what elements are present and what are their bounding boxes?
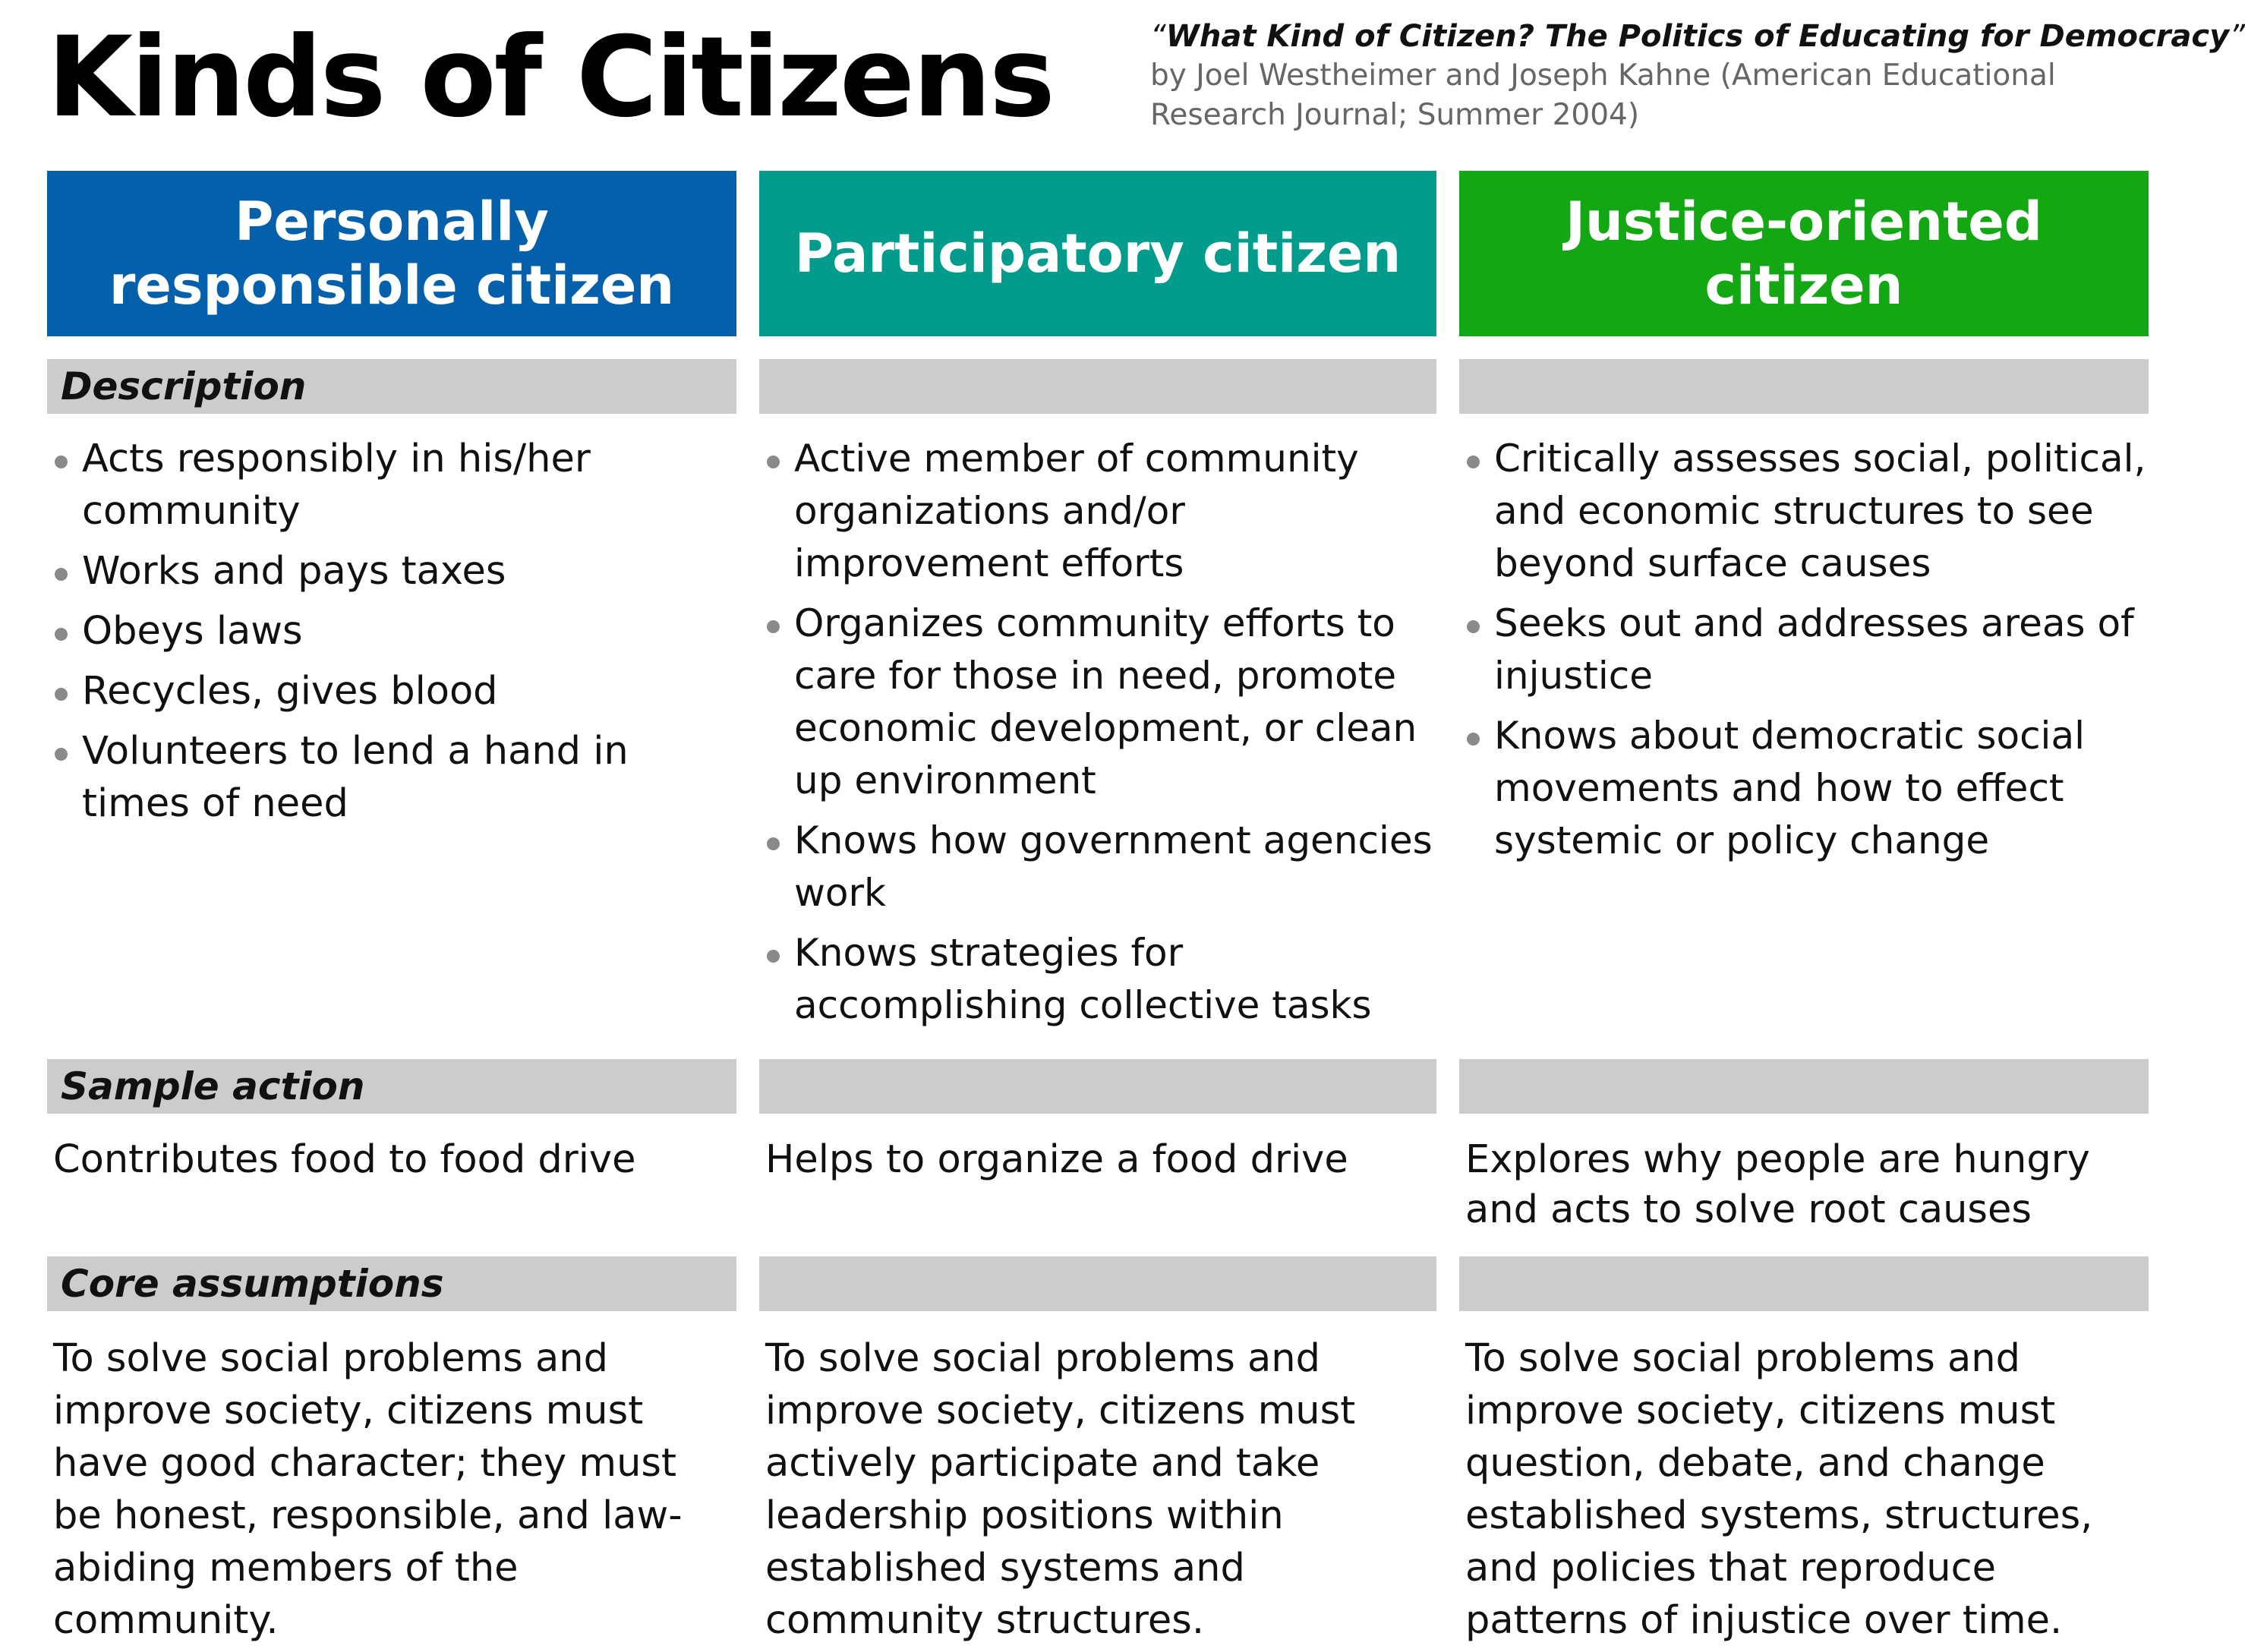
bullet-dot-icon <box>55 456 68 468</box>
page-title: Kinds of Citizens <box>47 13 1053 142</box>
bullet-dot-icon <box>1467 620 1480 633</box>
core-assumptions-text: To solve social problems and improve society, citizens must have good character; they must be honest, responsible, and law-abiding members of the community. <box>53 1336 683 1643</box>
description-item-text: Active member of community organizations and/or improvement efforts <box>794 437 1359 585</box>
close-quote-mark: ” <box>2229 19 2245 54</box>
description-list <box>47 433 736 837</box>
core-assumptions-section-bar <box>759 1256 1436 1311</box>
bullet-dot-icon <box>767 620 780 633</box>
sample-action-section-bar <box>759 1059 1436 1114</box>
description-item-text: Works and pays taxes <box>82 549 506 594</box>
column-header: Personally responsible citizen <box>47 171 736 336</box>
description-item-text: Organizes community efforts to care for those in need, promote economic development, or clean up environment <box>794 601 1417 802</box>
description-item <box>47 725 736 830</box>
citation-block <box>1150 17 2245 135</box>
citation-source: by Joel Westheimer and Joseph Kahne (American Educational Research Journal; Summer 2004) <box>1150 58 2056 132</box>
bullet-dot-icon <box>767 837 780 850</box>
description-item <box>759 927 1436 1032</box>
description-item <box>759 815 1436 919</box>
bullet-dot-icon <box>767 456 780 468</box>
description-item <box>759 597 1436 807</box>
sample-action-text: Contributes food to food drive <box>53 1137 636 1182</box>
description-item <box>1459 433 2149 590</box>
description-item-text: Knows strategies for accomplishing collective tasks <box>794 931 1372 1027</box>
citation-title <box>1150 17 2245 56</box>
description-item <box>47 433 736 538</box>
sample-action-text: Helps to organize a food drive <box>765 1137 1348 1182</box>
citation-title-text: What Kind of Citizen? The Politics of Educating for Democracy <box>1165 19 2230 54</box>
column-justice-oriented <box>1459 171 2149 1643</box>
bullet-dot-icon <box>1467 456 1480 468</box>
core-assumptions-text: To solve social problems and improve society, citizens must question, debate, and change established systems, structures, and policies that reproduce patterns of injustice over time. <box>1465 1336 2093 1643</box>
description-item-text: Knows how government agencies work <box>794 818 1433 915</box>
sample-action-section-bar: Sample action <box>47 1059 736 1114</box>
bullet-dot-icon <box>767 950 780 963</box>
bullet-dot-icon <box>55 688 68 701</box>
description-list <box>1459 433 2149 875</box>
bullet-dot-icon <box>55 628 68 641</box>
description-item-text: Critically assesses social, political, and economic structures to see beyond surface causes <box>1494 437 2146 585</box>
description-item <box>47 605 736 657</box>
core-assumptions-text: To solve social problems and improve society, citizens must actively participate and take leadership positions within established systems and community structures. <box>765 1336 1356 1643</box>
column-header: Participatory citizen <box>759 171 1436 336</box>
core-assumptions-section-bar <box>1459 1256 2149 1311</box>
description-item-text: Knows about democratic social movements and how to effect systemic or policy change <box>1494 714 2085 862</box>
description-item <box>1459 597 2149 702</box>
column-personally-responsible <box>47 171 736 1643</box>
description-item-text: Acts responsibly in his/her community <box>82 437 591 534</box>
description-item-text: Recycles, gives blood <box>82 669 498 714</box>
description-section-bar: Description <box>47 359 736 414</box>
core-assumptions-section-bar: Core assumptions <box>47 1256 736 1311</box>
bullet-dot-icon <box>55 748 68 761</box>
description-item-text: Obeys laws <box>82 609 303 654</box>
description-item <box>1459 710 2149 867</box>
open-quote-mark: “ <box>1150 19 1166 54</box>
bullet-dot-icon <box>1467 733 1480 746</box>
description-item-text: Seeks out and addresses areas of injustice <box>1494 601 2134 698</box>
description-item <box>47 545 736 597</box>
sample-action-text: Explores why people are hungry and acts to solve root causes <box>1465 1137 2090 1232</box>
column-header: Justice-oriented citizen <box>1459 171 2149 336</box>
description-section-bar <box>759 359 1436 414</box>
sample-action-section-bar <box>1459 1059 2149 1114</box>
column-participatory <box>759 171 1436 1643</box>
description-item-text: Volunteers to lend a hand in times of need <box>82 729 629 826</box>
description-section-bar <box>1459 359 2149 414</box>
bullet-dot-icon <box>55 568 68 581</box>
description-item <box>47 665 736 717</box>
description-list <box>759 433 1436 1039</box>
description-item <box>759 433 1436 590</box>
